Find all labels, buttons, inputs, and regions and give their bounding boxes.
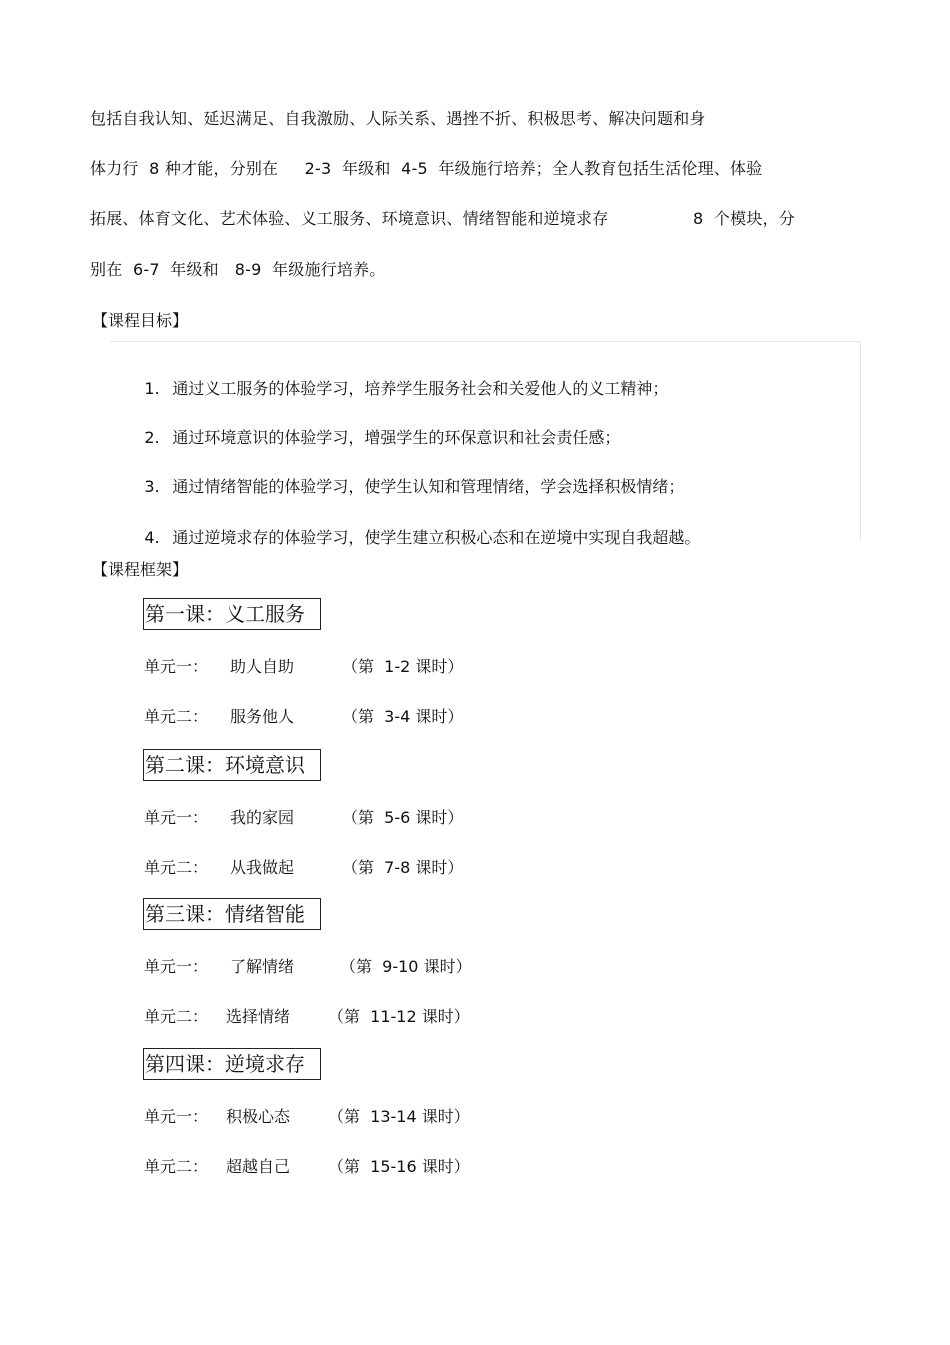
unit-period: （第 13-14 课时）	[328, 1107, 470, 1126]
unit-name: 选择情绪	[226, 1007, 291, 1026]
objective-item	[124, 506, 700, 567]
objective-number: 1.	[144, 379, 160, 398]
objective-text: 通过逆境求存的体验学习，使学生建立积极心态和在逆境中实现自我超越。	[172, 528, 701, 547]
unit-period: （第 3-4 课时）	[342, 707, 464, 726]
objective-text: 通过义工服务的体验学习，培养学生服务社会和关爱他人的义工精神；	[172, 379, 669, 398]
unit-name: 我的家园	[230, 808, 295, 827]
unit-name: 超越自己	[226, 1157, 291, 1176]
unit-label: 单元二：	[144, 858, 209, 877]
unit-label: 单元二：	[144, 707, 209, 726]
unit-label: 单元一：	[144, 957, 209, 976]
intro-line-4: 别在 6-7 年级和 8-9 年级施行培养。	[90, 260, 386, 279]
framework-heading: 【课程框架】	[92, 560, 189, 579]
unit-period: （第 7-8 课时）	[342, 858, 464, 877]
unit-name: 服务他人	[230, 707, 295, 726]
objective-number: 4.	[144, 528, 160, 547]
unit-period: （第 11-12 课时）	[328, 1007, 470, 1026]
objective-text: 通过情绪智能的体验学习，使学生认知和管理情绪，学会选择积极情绪；	[172, 477, 685, 496]
intro-line-3: 拓展、体育文化、艺术体验、义工服务、环境意识、情绪智能和逆境求存 8 个模块，分	[90, 209, 795, 228]
unit-name: 从我做起	[230, 858, 295, 877]
intro-line-2: 体力行 8 种才能，分别在 2-3 年级和 4-5 年级施行培养；全人教育包括生活伦理、体验	[90, 159, 763, 178]
objectives-heading: 【课程目标】	[92, 311, 189, 330]
unit-period: （第 9-10 课时）	[340, 957, 472, 976]
lesson-title-2: 第二课：环境意识	[143, 749, 321, 781]
unit-period: （第 15-16 课时）	[328, 1157, 470, 1176]
lesson-title-3: 第三课：情绪智能	[143, 898, 321, 930]
lesson-title-1: 第一课：义工服务	[143, 598, 321, 630]
unit-label: 单元一：	[144, 808, 209, 827]
unit-name: 了解情绪	[230, 957, 295, 976]
unit-label: 单元二：	[144, 1007, 209, 1026]
unit-row	[144, 1154, 470, 1249]
intro-line-1: 包括自我认知、延迟满足、自我激励、人际关系、遇挫不折、积极思考、解决问题和身	[90, 109, 706, 128]
unit-period: （第 5-6 课时）	[342, 808, 464, 827]
unit-label: 单元一：	[144, 1107, 209, 1126]
objective-number: 2.	[144, 428, 160, 447]
unit-label: 单元一：	[144, 657, 209, 676]
unit-name: 积极心态	[226, 1107, 291, 1126]
unit-name: 助人自助	[230, 657, 295, 676]
objective-text: 通过环境意识的体验学习，增强学生的环保意识和社会责任感；	[172, 428, 621, 447]
unit-label: 单元二：	[144, 1157, 209, 1176]
objective-number: 3.	[144, 477, 160, 496]
lesson-title-4: 第四课：逆境求存	[143, 1048, 321, 1080]
unit-period: （第 1-2 课时）	[342, 657, 464, 676]
